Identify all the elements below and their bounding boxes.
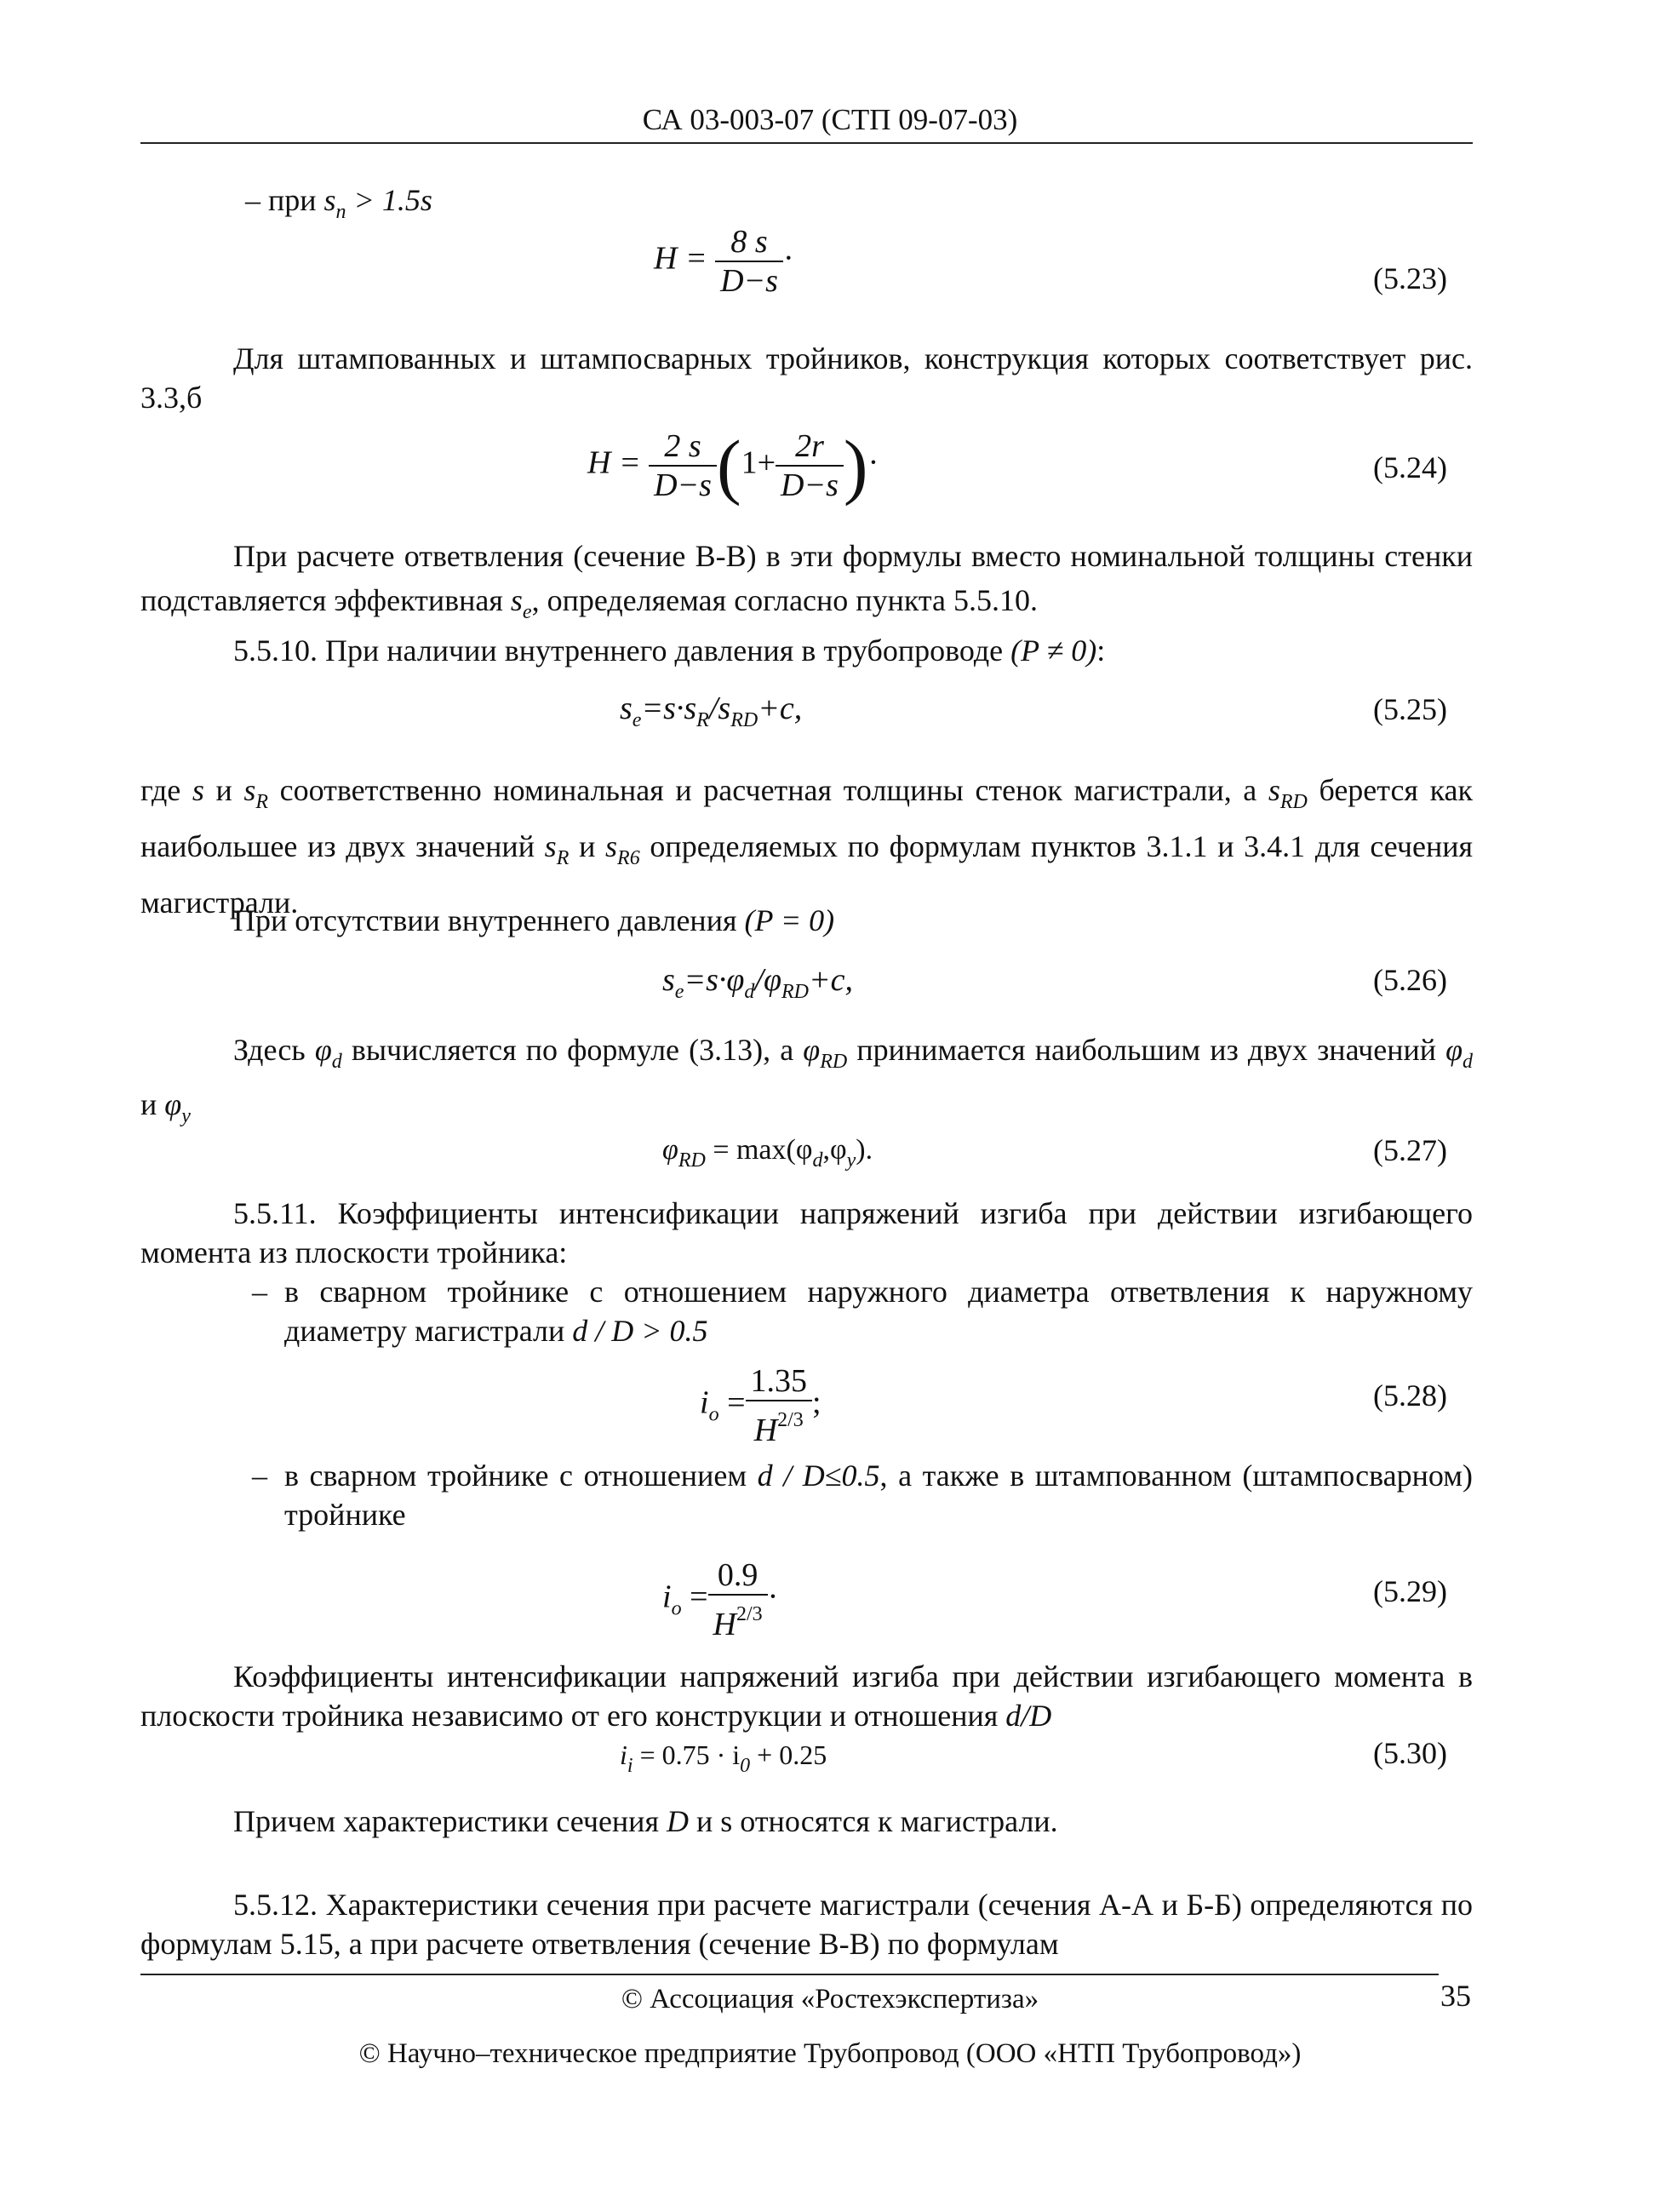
equation-number-5-28: (5.28) — [1373, 1378, 1447, 1413]
paragraph-where-definitions: где s и $s_R$ соответственно номинальная и расчетная толщины стенок магистрали, а $s_{RD}$ берется как наибольшее из двух значений $s_R$ и $s_{R6}$ определяемых по формулам пунктов 3.1.1 и 3.4.1 для сечения магистрали. — [140, 773, 1474, 920]
equation-number-5-26: (5.26) — [1373, 963, 1447, 997]
condition-line: – при $s_n > 1.5s$ — [245, 183, 432, 223]
footer-company: © Научно–техническое предприятие Трубопровод (ООО «НТП Трубопровод») — [358, 2038, 1302, 2069]
equation-number-5-25: (5.25) — [1373, 692, 1447, 726]
header-rule — [140, 142, 1473, 144]
formula-5-30: $i_i = 0.75 \cdot i_0 + 0.25$ — [620, 1739, 827, 1777]
bullet-welded-large: в сварном тройнике с отношением наружного диаметра ответвления к наружному диаметру магистрали d / D > 0.5 — [284, 1275, 1473, 1348]
paragraph-no-pressure: При отсутствии внутреннего давления (P = 0) — [233, 903, 835, 937]
formula-5-24: H = $\frac{2 s}{D-s}$ (1+ $\frac{2r}{D-s}$ )· — [587, 425, 879, 507]
bullet-dash: – — [252, 1275, 267, 1309]
paragraph-branch-section: При расчете ответвления (сечение В-В) в эти формулы вместо номинальной толщины стенки подставляется эффективная $s_e$, определяемая согласно пункта 5.5.10. — [140, 539, 1473, 623]
bullet-dash: – — [252, 1458, 267, 1493]
paragraph-5-5-11: 5.5.11. Коэффициенты интенсификации напряжений изгиба при действии изгибающего момента из плоскости тройника: — [140, 1196, 1473, 1269]
page-number: 35 — [1440, 1979, 1471, 2013]
paragraph-stamped-tees: Для штампованных и штампосварных тройников, конструкция которых соответствует рис. 3.3,б — [140, 341, 1473, 415]
paragraph-phi-explanation: Здесь $\varphi_d$ вычисляется по формуле (3.13), а $\varphi_{RD}$ принимается наибольшим из двух значений $\varphi_d$ и $\varphi_y$ — [140, 1033, 1474, 1127]
footer-association: © Ассоциация «Ростехэкспертиза» — [621, 1984, 1039, 2014]
equation-number-5-27: (5.27) — [1373, 1133, 1447, 1167]
formula-5-27: $\varphi_{RD} = \max(\varphi_d,\varphi_y)$. — [662, 1134, 873, 1172]
formula-5-28: $i_o$ = $\frac{1.35}{H^{2/3}}$ ; — [700, 1363, 821, 1448]
document-code-header: СА 03-003-07 (СТП 09-07-03) — [642, 103, 1018, 136]
paragraph-5-5-10: 5.5.10. При наличии внутреннего давления в трубопроводе (P ≠ 0): — [233, 633, 1106, 668]
equation-number-5-24: (5.24) — [1373, 450, 1447, 484]
formula-5-29: $i_o$ = $\frac{0.9}{H^{2/3}}$ · — [662, 1557, 779, 1642]
paragraph-in-plane-coefficients: Коэффициенты интенсификации напряжений изгиба при действии изгибающего момента в плоскости тройника независимо от его конструкции и отношения d/D — [140, 1659, 1473, 1733]
formula-5-25: $s_e=s\cdot s_R/s_{RD}+c$, — [620, 691, 803, 731]
formula-5-23: H = $\frac{8 s}{D-s}$ · — [654, 224, 794, 299]
paragraph-section-characteristics: Причем характеристики сечения D и s относятся к магистрали. — [233, 1804, 1058, 1838]
equation-number-5-30: (5.30) — [1373, 1736, 1447, 1770]
equation-number-5-29: (5.29) — [1373, 1574, 1447, 1608]
equation-number-5-23: (5.23) — [1373, 261, 1447, 295]
formula-5-26: $s_e=s\cdot\varphi_d/\varphi_{RD}+c$, — [662, 962, 854, 1003]
footer-rule — [140, 1974, 1439, 1975]
bullet-welded-small-stamped: в сварном тройнике с отношением d / D≤0.5, а также в штампованном (штампосварном) тройнике — [284, 1458, 1474, 1532]
paragraph-5-5-12: 5.5.12. Характеристики сечения при расчете магистрали (сечения А-А и Б-Б) определяются по формулам 5.15, а при расчете ответвления (сечение В-В) по формулам — [140, 1888, 1473, 1961]
